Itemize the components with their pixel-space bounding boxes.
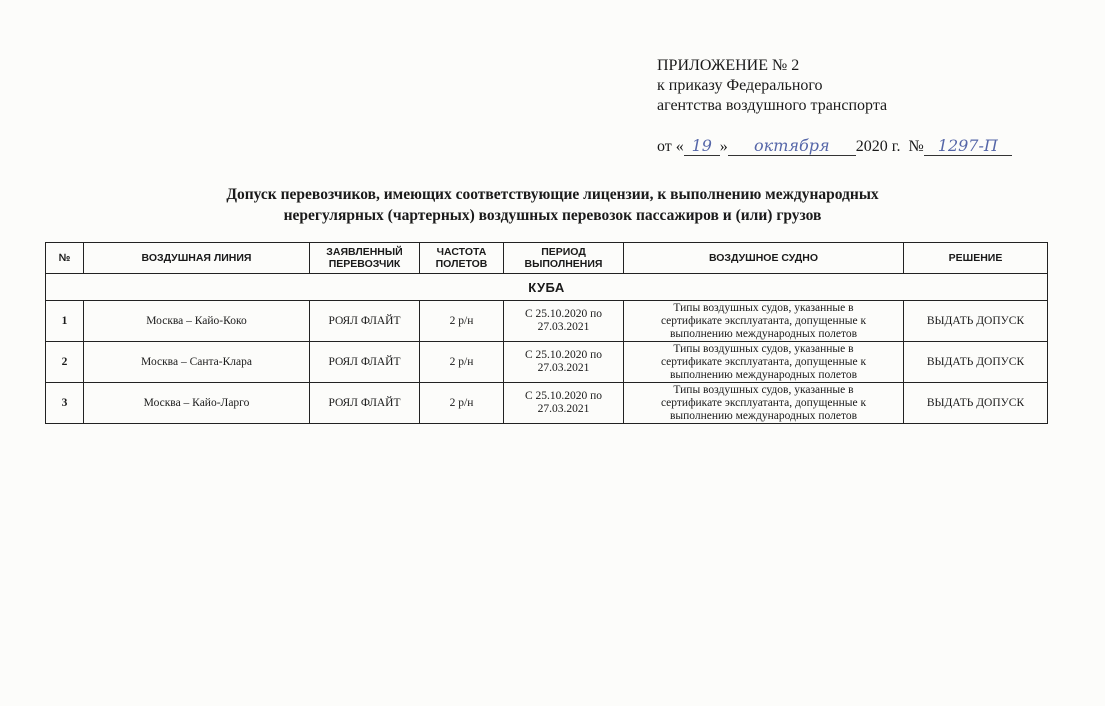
row-frequency: 2 р/н (420, 301, 504, 342)
row-frequency: 2 р/н (420, 342, 504, 383)
row-frequency: 2 р/н (420, 383, 504, 424)
section-label: КУБА (46, 274, 1048, 301)
document-title-line-2: нерегулярных (чартерных) воздушных перевозок пассажиров и (или) грузов (283, 207, 822, 224)
document-title-line-1: Допуск перевозчиков, имеющих соответствующие лицензии, к выполнению международных (226, 186, 879, 203)
table-header-row (46, 243, 1048, 274)
header-frequency: ЧАСТОТА ПОЛЕТОВ (420, 243, 504, 274)
row-route: Москва – Кайо-Коко (84, 301, 310, 342)
section-row-cuba (46, 274, 1048, 301)
row-route: Москва – Кайо-Ларго (84, 383, 310, 424)
order-quote-close: » (719, 138, 728, 155)
header-num: № (46, 243, 84, 274)
row-aircraft: Типы воздушных судов, указанные в сертификате эксплуатанта, допущенные к выполнению международных полетов (624, 301, 904, 342)
permits-table (45, 242, 1048, 424)
order-day: 19 (684, 137, 720, 156)
row-decision: ВЫДАТЬ ДОПУСК (904, 342, 1048, 383)
table-row (46, 301, 1048, 342)
appendix-title: ПРИЛОЖЕНИЕ № 2 (657, 57, 800, 74)
row-num: 1 (46, 301, 84, 342)
row-aircraft: Типы воздушных судов, указанные в сертификате эксплуатанта, допущенные к выполнению международных полетов (624, 383, 904, 424)
order-reference (657, 136, 1012, 158)
row-aircraft: Типы воздушных судов, указанные в сертификате эксплуатанта, допущенные к выполнению международных полетов (624, 342, 904, 383)
row-decision: ВЫДАТЬ ДОПУСК (904, 301, 1048, 342)
appendix-subtitle-1: к приказу Федерального (657, 77, 823, 94)
table-row (46, 383, 1048, 424)
row-route: Москва – Санта-Клара (84, 342, 310, 383)
order-month: октября (728, 137, 856, 156)
row-carrier: РОЯЛ ФЛАЙТ (310, 342, 420, 383)
row-num: 2 (46, 342, 84, 383)
row-period: С 25.10.2020 по 27.03.2021 (504, 383, 624, 424)
row-decision: ВЫДАТЬ ДОПУСК (904, 383, 1048, 424)
row-carrier: РОЯЛ ФЛАЙТ (310, 301, 420, 342)
order-number: 1297-П (924, 137, 1012, 156)
header-period: ПЕРИОД ВЫПОЛНЕНИЯ (504, 243, 624, 274)
appendix-subtitle-2: агентства воздушного транспорта (657, 97, 888, 114)
table-row (46, 342, 1048, 383)
row-num: 3 (46, 383, 84, 424)
row-period: С 25.10.2020 по 27.03.2021 (504, 301, 624, 342)
header-decision: РЕШЕНИЕ (904, 243, 1048, 274)
appendix-header (657, 56, 887, 116)
order-year: 2020 г. (855, 138, 901, 155)
row-carrier: РОЯЛ ФЛАЙТ (310, 383, 420, 424)
header-route: ВОЗДУШНАЯ ЛИНИЯ (84, 243, 310, 274)
order-number-sign: № (908, 138, 924, 155)
header-carrier: ЗАЯВЛЕННЫЙ ПЕРЕВОЗЧИК (310, 243, 420, 274)
order-prefix: от « (657, 138, 684, 155)
document-title (40, 184, 1065, 226)
header-aircraft: ВОЗДУШНОЕ СУДНО (624, 243, 904, 274)
row-period: С 25.10.2020 по 27.03.2021 (504, 342, 624, 383)
